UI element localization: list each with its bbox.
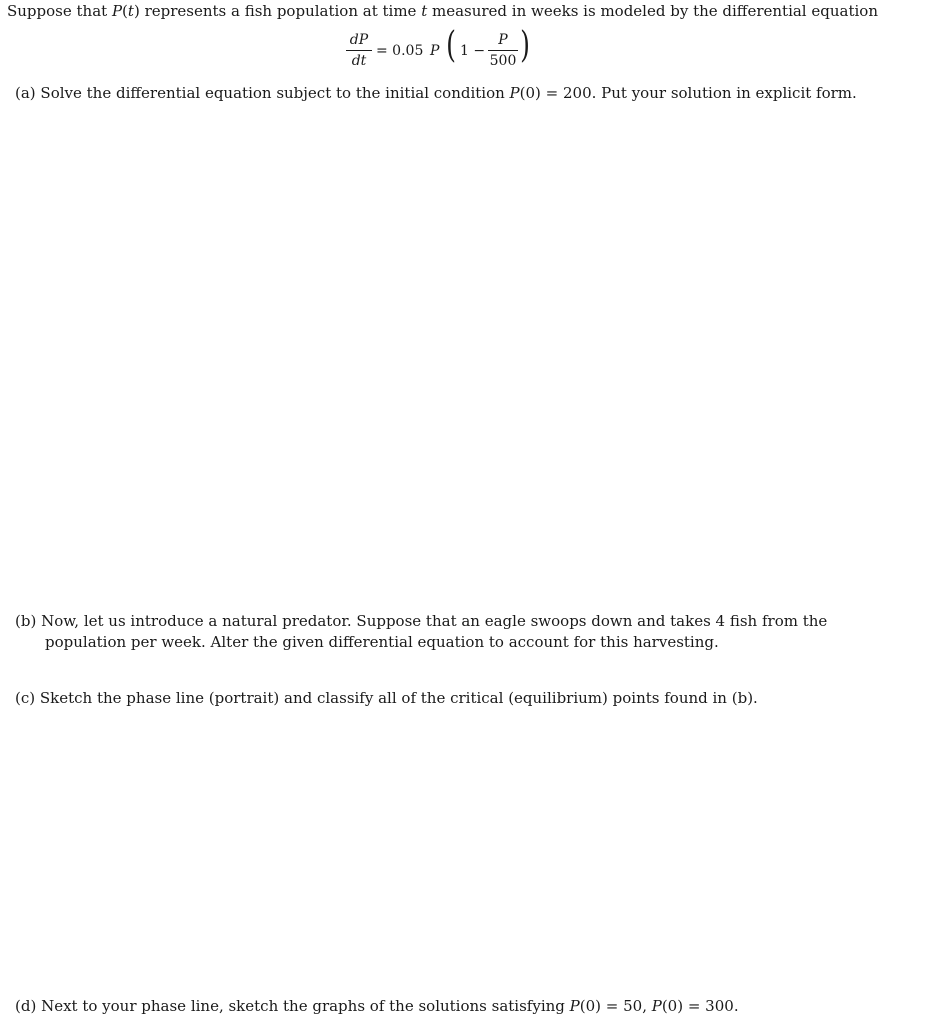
- left-paren: (: [446, 25, 456, 66]
- equals-coefficient: = 0.05: [376, 43, 424, 59]
- part-a-text-before: Solve the differential equation subject to the initial condition: [35, 84, 510, 102]
- part-b-label: (b): [15, 612, 37, 630]
- inner-fraction: [488, 32, 518, 69]
- derivative-denominator: dt: [351, 53, 367, 69]
- part-d-text-before: Next to your phase line, sketch the graphs of the solutions satisfying: [36, 997, 570, 1015]
- part-d-cond2: (0) = 300: [661, 997, 734, 1015]
- part-b-line1: Now, let us introduce a natural predator. Suppose that an eagle swoops down and takes 4 fish from the: [36, 612, 828, 630]
- derivative-fraction: [346, 32, 372, 69]
- part-b-question: [15, 611, 827, 631]
- part-d-func2: P: [651, 997, 662, 1015]
- part-c-label: (c): [15, 689, 36, 707]
- right-paren: ): [520, 25, 530, 66]
- part-c-question: [15, 688, 758, 708]
- part-d-question: [15, 996, 739, 1016]
- part-a-label: (a): [15, 84, 36, 102]
- derivative-fraction-bar: [346, 50, 372, 51]
- part-b-question-continued: population per week. Alter the given differential equation to account for this harvesting.: [45, 633, 719, 651]
- intro-text-mid: represents a fish population at time: [139, 2, 422, 20]
- derivative-numerator: dP: [349, 32, 369, 48]
- intro-text-before: Suppose that: [7, 2, 112, 20]
- part-a-question: [15, 83, 857, 103]
- intro-text-after: measured in weeks is modeled by the differential equation: [427, 2, 878, 20]
- intro-open: (: [122, 2, 128, 20]
- part-c-text: Sketch the phase line (portrait) and classify all of the critical (equilibrium) points found in (b).: [35, 689, 758, 707]
- part-a-cond-func: P: [509, 84, 520, 102]
- part-a-cond-rest: (0) = 200: [519, 84, 592, 102]
- intro-close: ): [133, 2, 140, 20]
- equation-p: P: [430, 43, 440, 59]
- one-minus: 1 −: [460, 43, 486, 59]
- intro-func: P: [111, 2, 123, 20]
- inner-fraction-bar: [488, 50, 518, 51]
- part-d-end: .: [733, 997, 739, 1015]
- intro-var2: t: [421, 2, 428, 20]
- inner-numerator: P: [498, 32, 508, 48]
- intro-var: t: [127, 2, 134, 20]
- intro-paragraph: [7, 1, 878, 21]
- part-d-label: (d): [15, 997, 37, 1015]
- part-d-func1: P: [569, 997, 580, 1015]
- part-a-text-after: . Put your solution in explicit form.: [591, 84, 857, 102]
- part-d-cond1: (0) = 50,: [579, 997, 652, 1015]
- inner-denominator: 500: [489, 53, 517, 69]
